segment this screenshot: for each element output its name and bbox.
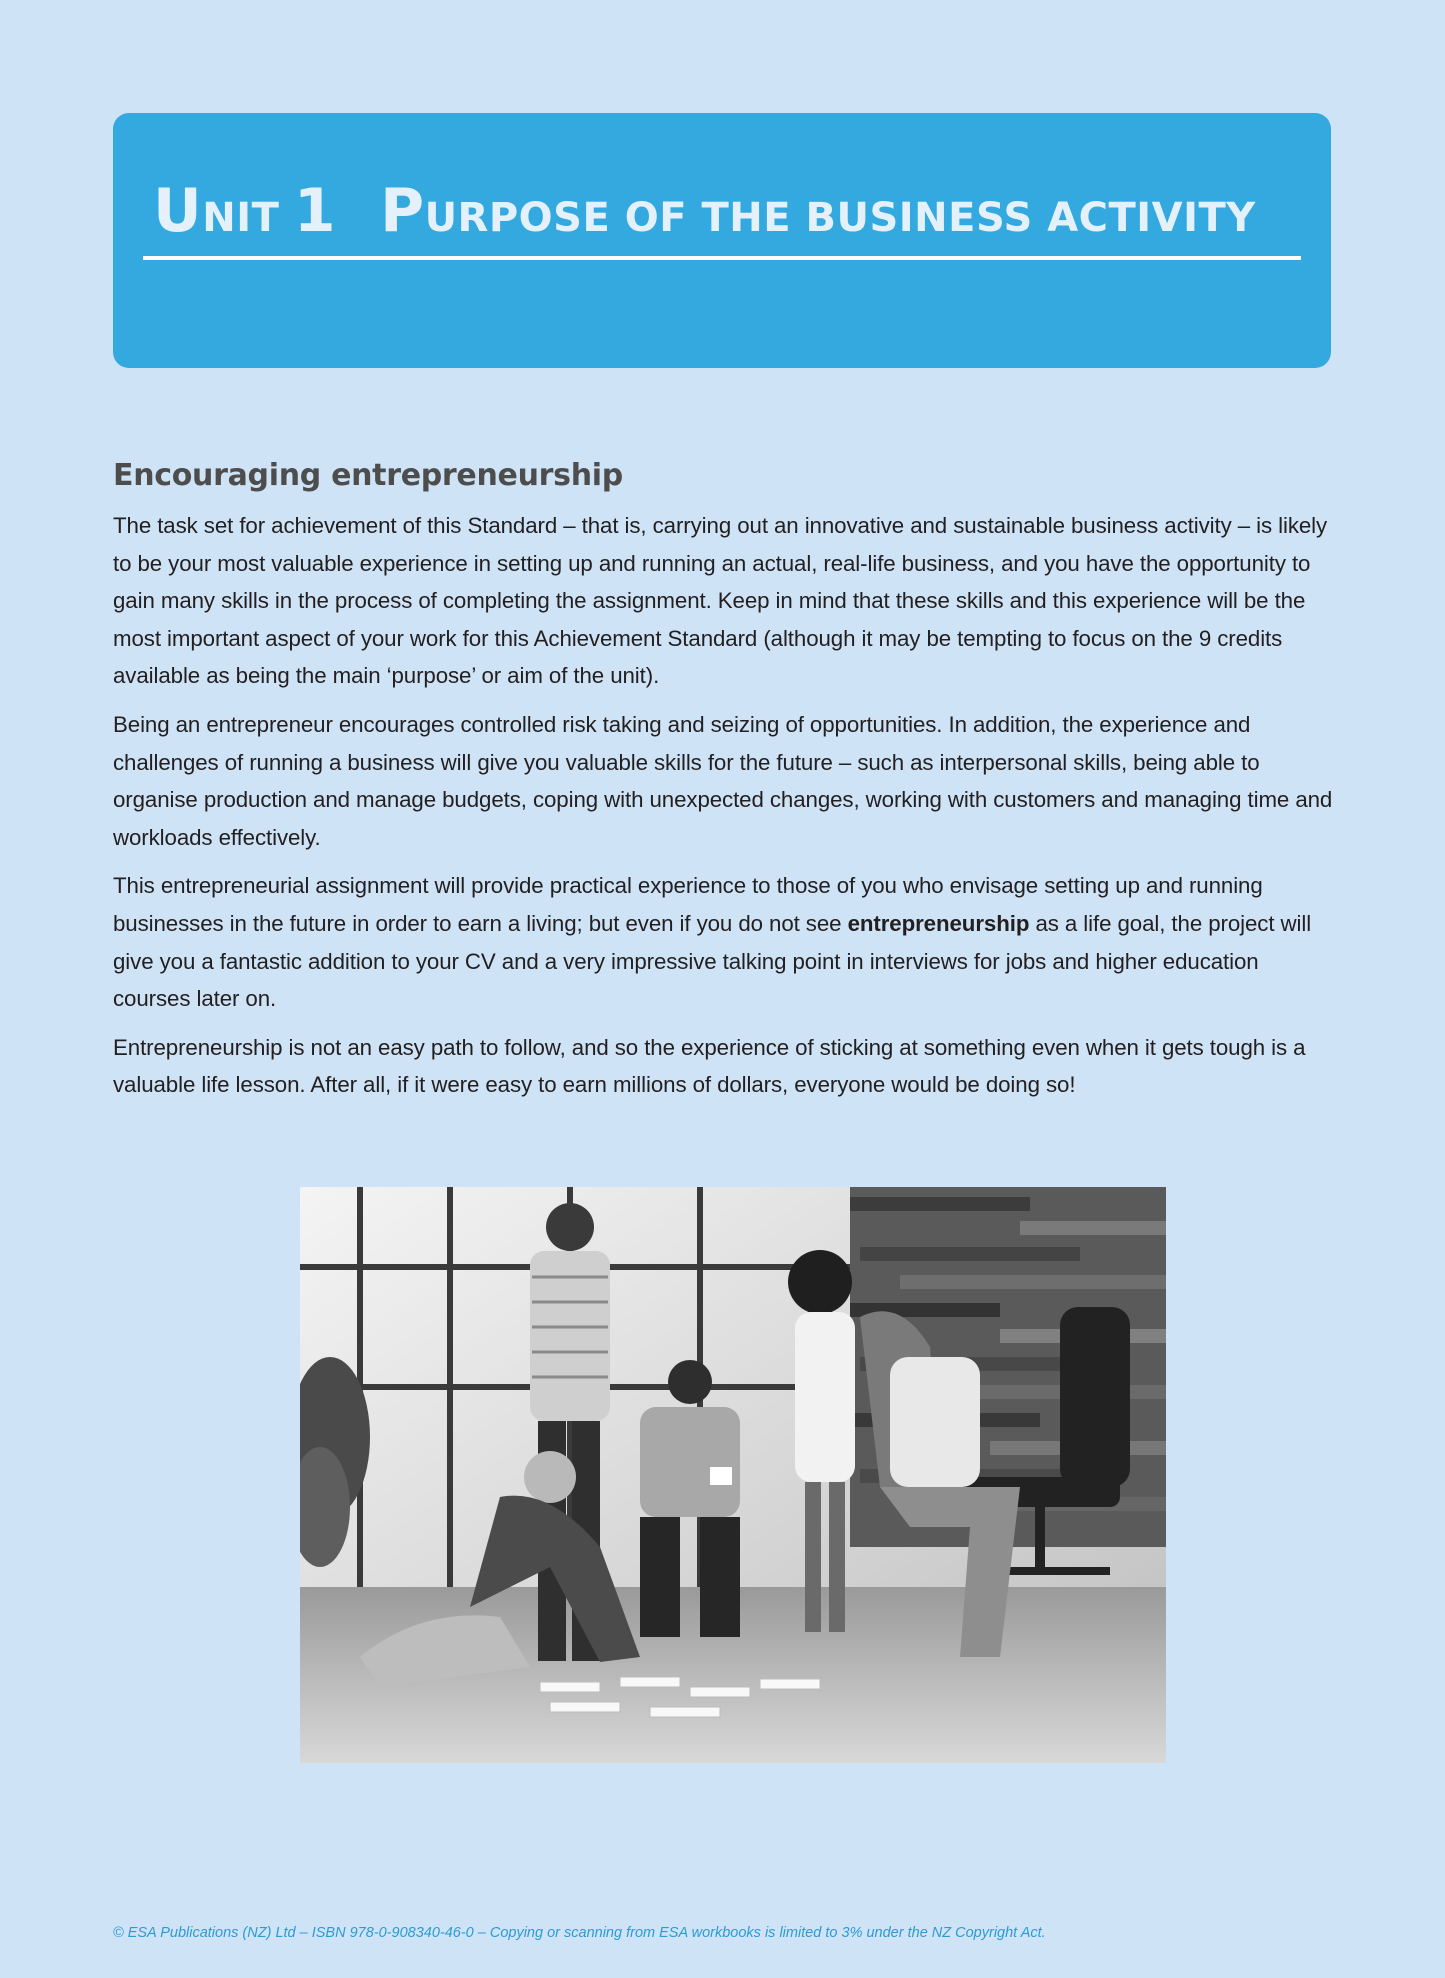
team-meeting-photo — [300, 1187, 1166, 1763]
title-rest: URPOSE OF THE BUSINESS ACTIVITY — [424, 195, 1256, 241]
entrepreneurship-bold-term: entrepreneurship — [847, 910, 1030, 936]
paragraph-1: The task set for achievement of this Standard – that is, carrying out an innovative and sustainable business activity – is likely to be your most valuable experience in setting up and running an actual, real-life business, and you have the opportunity to gain many skills in the process of completing the assignment. Keep in mind that these skills and this experience will be the most important aspect of your work for this Achievement Standard (although it may be tempting to focus on the 9 credits available as being the main ‘purpose’ or aim of the unit). — [113, 513, 1328, 689]
unit-title — [153, 176, 1256, 246]
paragraph-3-start: This entrepreneurial assignment will provide practical experience to those of you who envisage setting up and running businesses in the future in order to earn a living; but even if you do not see — [113, 873, 1263, 936]
title-initial: P — [380, 176, 425, 246]
unit-label-initial: U — [153, 176, 203, 246]
paragraph-3-end: as a life goal, the project will give you a fantastic addition to your CV and a very impressive talking point in interviews for jobs and higher education courses later on. — [113, 910, 1312, 1012]
unit-banner — [113, 113, 1331, 368]
title-underline — [143, 256, 1301, 260]
unit-number: 1 — [293, 176, 337, 246]
unit-label-rest: NIT — [202, 195, 280, 241]
paragraph-2: Being an entrepreneur encourages controlled risk taking and seizing of opportunities. In addition, the experience and challenges of running a business will give you valuable skills for the future – such as interpersonal skills, being able to organise production and manage budgets, coping with unexpected changes, working with customers and managing time and workloads effectively. — [113, 711, 1333, 850]
photo-illustration — [300, 1187, 1166, 1763]
main-content — [113, 458, 1335, 1115]
copyright-footer: © ESA Publications (NZ) Ltd – ISBN 978-0-908340-46-0 – Copying or scanning from ESA workbooks is limited to 3% under the NZ Copyright Act. — [113, 1925, 1046, 1941]
paragraph-3 — [113, 867, 1335, 1017]
section-heading: Encouraging entrepreneurship — [113, 458, 623, 493]
paragraph-4: Entrepreneurship is not an easy path to follow, and so the experience of sticking at something even when it gets tough is a valuable life lesson. After all, if it were easy to earn millions of dollars, everyone would be doing so! — [113, 1034, 1306, 1098]
